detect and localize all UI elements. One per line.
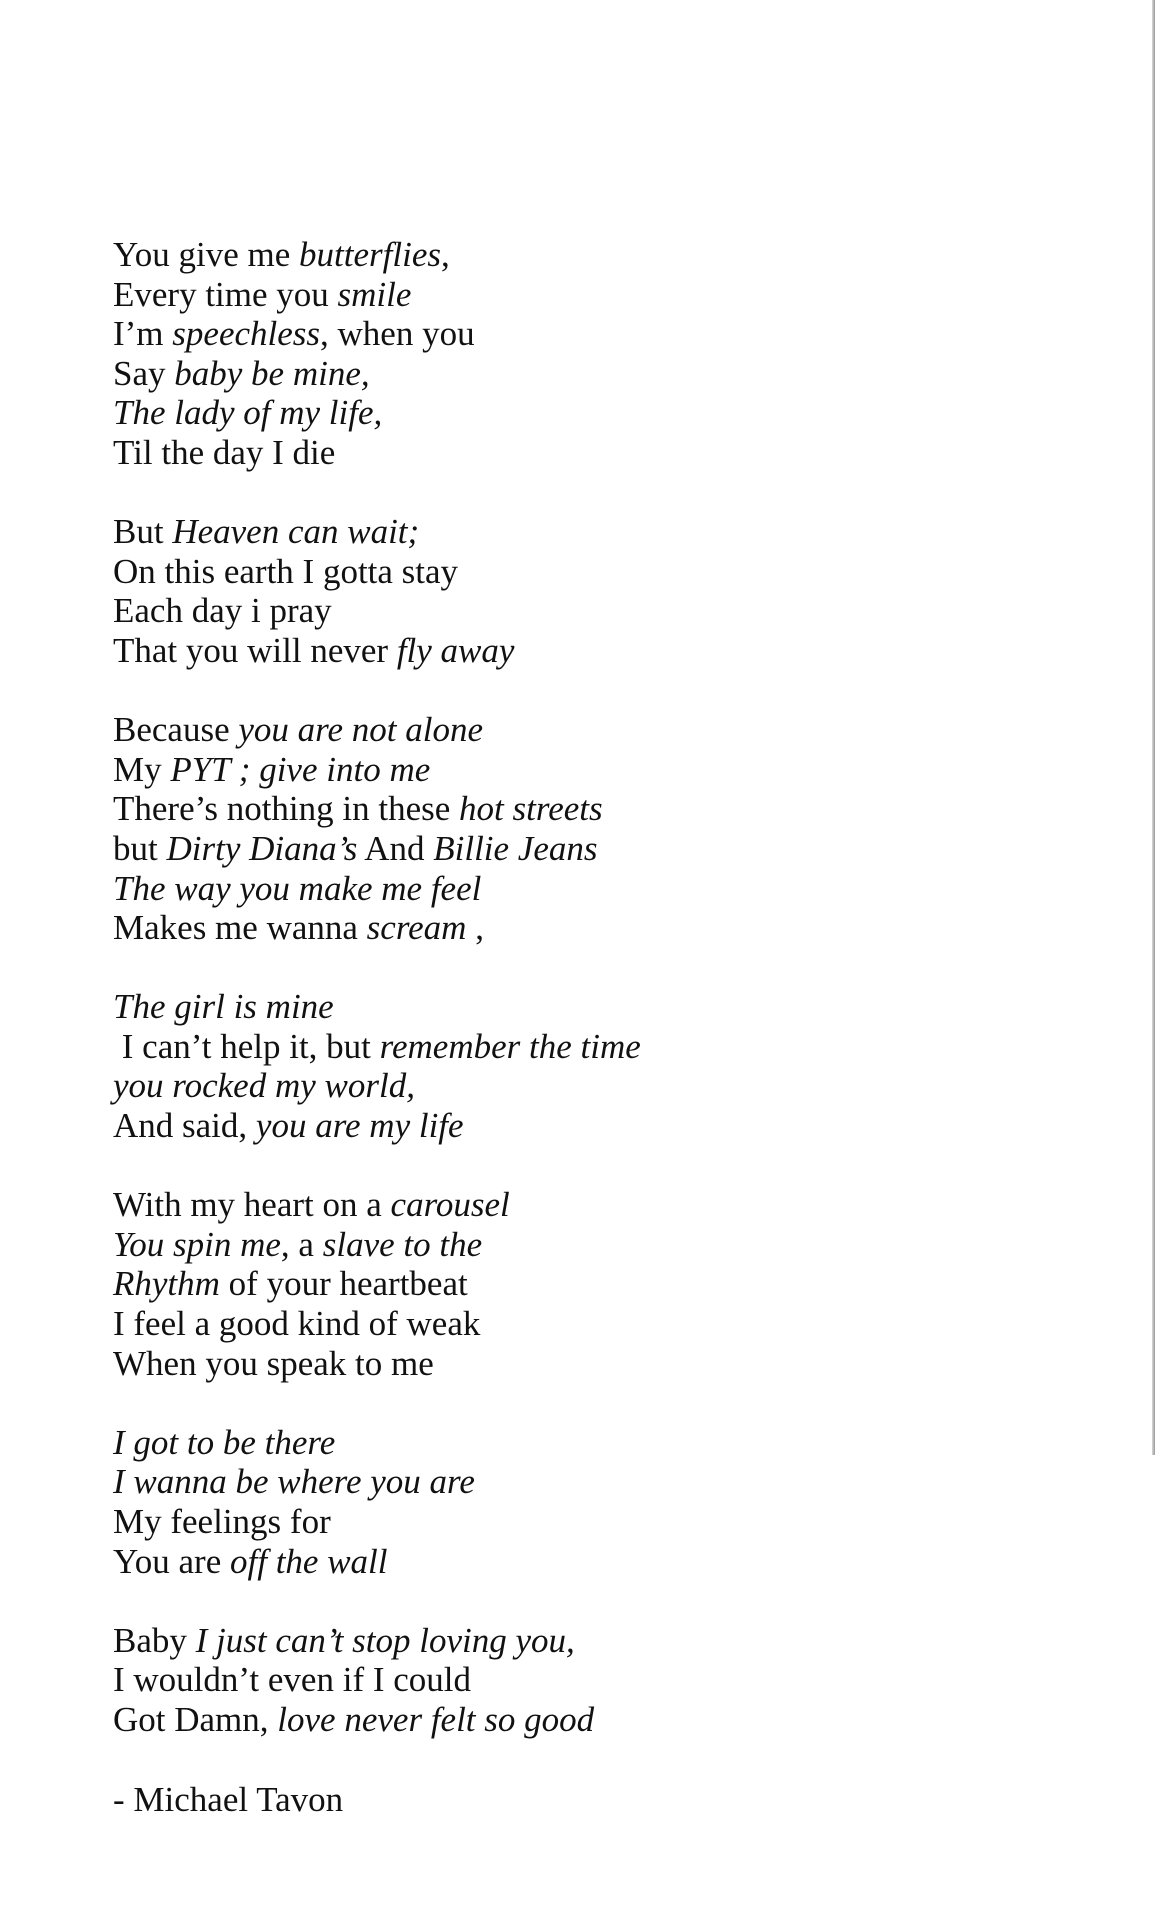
italic-segment: carousel <box>390 1185 510 1225</box>
italic-segment: PYT ; give into me <box>170 749 431 789</box>
italic-segment: butterflies <box>299 235 441 274</box>
poem-line <box>113 710 1013 750</box>
stanza-3 <box>113 710 1013 948</box>
text-segment: When you speak to me <box>113 1343 434 1383</box>
text-segment: of your heartbeat <box>219 1264 468 1304</box>
stanza-2 <box>113 512 1013 670</box>
italic-segment: slave to the <box>322 1224 483 1264</box>
poem-line <box>113 433 1013 473</box>
text-segment: Each day i pray <box>113 591 332 631</box>
italic-segment: I wanna be where you are <box>113 1462 475 1502</box>
stanza-7 <box>113 1621 1013 1740</box>
poem-line <box>113 1700 1013 1740</box>
stanza-6 <box>113 1423 1013 1581</box>
text-segment: but <box>113 828 167 868</box>
italic-segment: remember the time <box>379 1026 641 1066</box>
italic-segment: The lady of my life, <box>113 393 383 433</box>
text-segment: But <box>113 512 173 552</box>
italic-segment: I just can’t stop loving you, <box>195 1620 575 1660</box>
poem-line <box>113 789 1013 829</box>
italic-segment: you rocked my world, <box>113 1066 415 1106</box>
text-segment: I’m <box>113 314 173 354</box>
poem-line <box>113 869 1013 909</box>
poem-line <box>113 750 1013 790</box>
text-segment: I wouldn’t even if I could <box>113 1660 472 1700</box>
text-segment: My <box>113 749 171 789</box>
poem-line <box>113 314 1013 354</box>
poem-line <box>113 1264 1013 1304</box>
poem-line <box>113 1027 1013 1067</box>
italic-segment: Dirty Diana’s <box>166 828 358 868</box>
poem-line <box>113 552 1013 592</box>
poem-line <box>113 591 1013 631</box>
text-segment: , a <box>280 1224 323 1264</box>
poem-line <box>113 1462 1013 1502</box>
text-segment: You give me <box>113 235 300 274</box>
poem-line <box>113 1344 1013 1384</box>
text-segment: , when you <box>320 314 475 354</box>
text-segment: Makes me wanna <box>113 908 367 948</box>
italic-segment: fly away <box>396 630 515 670</box>
italic-segment: baby be mine, <box>174 353 370 393</box>
poem-line <box>113 1502 1013 1542</box>
text-segment: My feelings for <box>113 1502 331 1541</box>
text-segment: And <box>357 828 434 868</box>
poem-line <box>113 1542 1013 1582</box>
italic-segment: I got to be there <box>113 1422 336 1462</box>
poem-line <box>113 1185 1013 1225</box>
stanza-4 <box>113 987 1013 1145</box>
italic-segment: you are my life <box>255 1106 464 1146</box>
text-segment: I feel a good kind of weak <box>113 1304 481 1344</box>
poem-line <box>113 354 1013 394</box>
italic-segment: The way you make me feel <box>113 868 482 908</box>
stanza-1 <box>113 235 1013 473</box>
poem-line <box>113 1423 1013 1463</box>
poem-body <box>113 235 1013 1779</box>
text-segment: Got Damn, <box>113 1699 278 1739</box>
italic-segment: off the wall <box>230 1541 388 1581</box>
text-segment: That you will never <box>113 630 397 670</box>
text-segment: And said, <box>113 1106 256 1146</box>
poem-line <box>113 1304 1013 1344</box>
poem-line <box>113 235 1013 275</box>
italic-segment: hot streets <box>459 789 603 829</box>
text-segment: With my heart on a <box>113 1185 391 1225</box>
italic-segment: Billie Jeans <box>433 828 598 868</box>
poem-signature: - Michael Tavon <box>113 1780 344 1819</box>
poem-line <box>113 1066 1013 1106</box>
text-segment: On this earth I gotta stay <box>113 551 459 591</box>
poem-line <box>113 1621 1013 1661</box>
italic-segment: you are not alone <box>238 710 483 750</box>
italic-segment: Heaven can wait; <box>172 512 420 552</box>
italic-segment: speechless <box>172 314 321 354</box>
poem-line <box>113 987 1013 1027</box>
text-segment: You are <box>113 1541 230 1581</box>
poem-line <box>113 512 1013 552</box>
italic-segment: The girl is mine <box>113 987 334 1027</box>
text-segment: There’s nothing in these <box>113 789 460 829</box>
italic-segment: love never felt so good <box>277 1699 595 1739</box>
poem-line <box>113 1660 1013 1700</box>
text-segment: Baby <box>113 1620 196 1660</box>
poem-line <box>113 393 1013 433</box>
poem-line <box>113 1225 1013 1265</box>
text-segment: Til the day I die <box>113 432 336 472</box>
text-segment: Because <box>113 710 239 750</box>
italic-segment: Rhythm <box>113 1264 220 1304</box>
italic-segment: scream <box>366 908 467 948</box>
text-segment: , <box>466 908 484 948</box>
poem-line <box>113 631 1013 671</box>
text-segment: Every time you <box>113 274 338 314</box>
poem-line <box>113 275 1013 315</box>
poem-line <box>113 829 1013 869</box>
text-segment: I can’t help it, but <box>113 1026 380 1066</box>
text-segment: , <box>440 235 450 274</box>
italic-segment: You spin me <box>113 1224 281 1264</box>
poem-line <box>113 1106 1013 1146</box>
stanza-5 <box>113 1185 1013 1383</box>
poem-line <box>113 908 1013 948</box>
italic-segment: smile <box>337 274 412 314</box>
text-segment: Say <box>113 353 175 393</box>
